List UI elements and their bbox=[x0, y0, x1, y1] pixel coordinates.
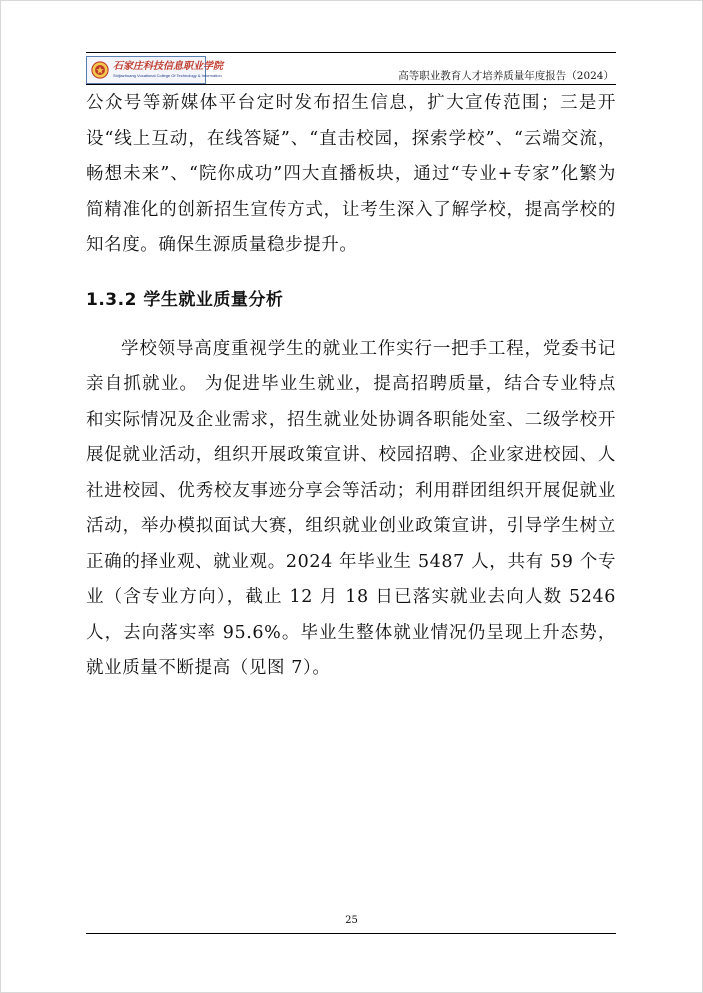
college-logo bbox=[86, 56, 223, 84]
page-header bbox=[86, 52, 616, 86]
logo-chinese-name: 石家庄科技信息职业学院 bbox=[113, 61, 223, 72]
section-heading: 1.3.2 学生就业质量分析 bbox=[86, 289, 284, 310]
page-content bbox=[86, 86, 616, 687]
section-paragraph: 学校领导高度重视学生的就业工作实行一把手工程，党委书记亲自抓就业。 为促进毕业生就业，提高招聘质量，结合专业特点和实际情况及企业需求，招生就业处协调各职能处室、二级学校开展促就业活动，组织开展政策宣讲、校园招聘、企业家进校园、人社进校园、优秀校友事迹分享会等活动；利用群团组织开展促就业活动，举办模拟面试大赛，组织就业创业政策宣讲，引导学生树立正确的择业观、就业观。2024 年毕业生 5487 人，共有 59 个专业（含专业方向），截止 12 月 18 日已落实就业去向人数 5246 人，去向落实率 95.6%。毕业生整体就业情况仍呈现上升态势，就业质量不断提高（见图 7）。 bbox=[86, 338, 616, 678]
intro-paragraph: 公众号等新媒体平台定时发布招生信息，扩大宣传范围；三是开设“线上互动，在线答疑”、“直击校园，探索学校”、“云端交流，畅想未来”、“院你成功”四大直播板块，通过“专业+专家”化繁为简精准化的创新招生宣传方式，让考生深入了解学校，提高学校的知名度。确保生源质量稳步提升。 bbox=[86, 93, 616, 255]
header-bottom-rule bbox=[86, 84, 616, 85]
header-top-rule bbox=[86, 52, 616, 53]
logo-text bbox=[113, 62, 223, 78]
report-title: 高等职业教育人才培养质量年度报告（2024） bbox=[398, 70, 614, 82]
page-number: 25 bbox=[345, 915, 358, 926]
logo-english-name: Shijiazhuang Vocational College Of Technology & Information bbox=[113, 73, 222, 78]
college-emblem-icon bbox=[91, 61, 109, 79]
footer-rule bbox=[86, 933, 616, 934]
